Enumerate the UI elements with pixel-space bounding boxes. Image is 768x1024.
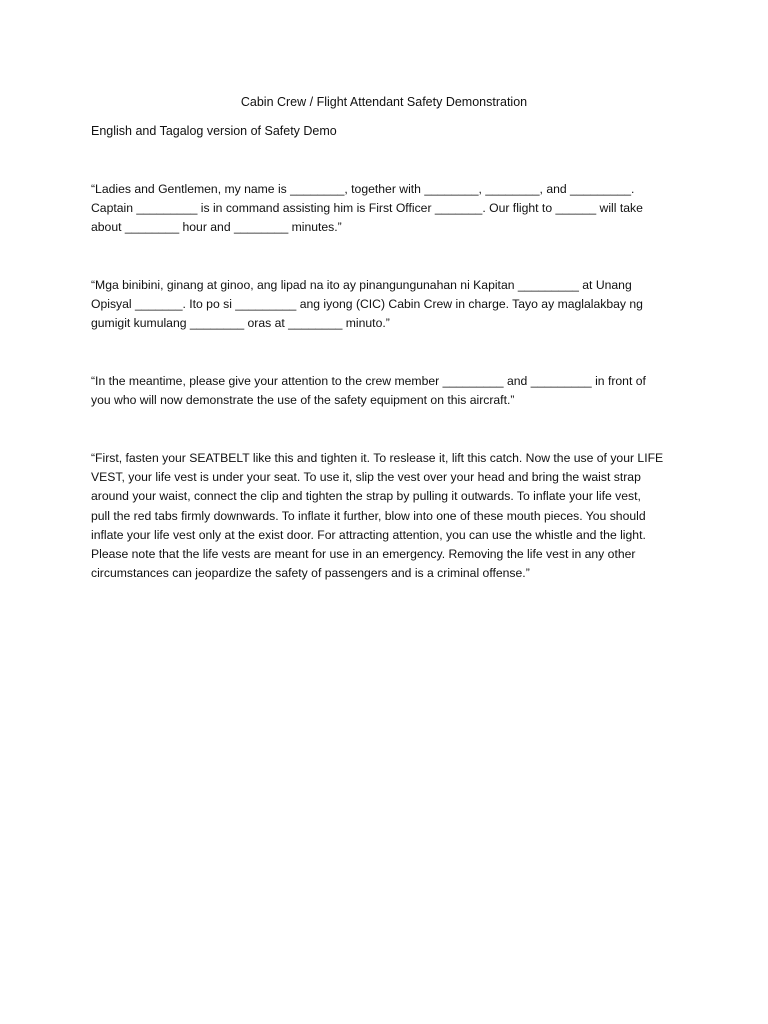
paragraph-tagalog-introduction: “Mga binibini, ginang at ginoo, ang lipad na ito ay pinangungunahan ni Kapitan _________ at Unang Opisyal _______. Ito po si _________ ang iyong (CIC) Cabin Crew in charge. Tayo ay maglalakbay ng gumigit kumulang ________ oras at ________ minuto.” (91, 278, 643, 331)
paragraph-seatbelt-life-vest: “First, fasten your SEATBELT like this and tighten it. To reslease it, lift this catch. Now the use of your LIFE VEST, your life vest is under your seat. To use it, slip the vest over your head and bring the waist strap around your waist, connect the clip and tighten the strap by pulling it outwards. To inflate your life vest, pull the red tabs firmly downwards. To inflate it further, blow into one of these mouth pieces. You should inflate your life vest only at the exist door. For attracting attention, you can use the whistle and the light. Please note that the life vests are meant for use in an emergency. Removing the life vest in any other circumstances can jeopardize the safety of passengers and is a criminal offense.” (91, 451, 664, 581)
paragraph-crew-attention: “In the meantime, please give your attention to the crew member _________ and _________ in front of you who will now demonstrate the use of the safety equipment on this aircraft.” (91, 374, 646, 408)
paragraph-english-introduction: “Ladies and Gentlemen, my name is ________, together with ________, ________, and _________. Captain _________ is in command assisting him is First Officer _______. Our flight to ______ will take about ________ hour and ________ minutes.” (91, 182, 643, 235)
document-subtitle: English and Tagalog version of Safety Demo (91, 124, 337, 138)
document-title: Cabin Crew / Flight Attendant Safety Demonstration (240, 95, 528, 109)
